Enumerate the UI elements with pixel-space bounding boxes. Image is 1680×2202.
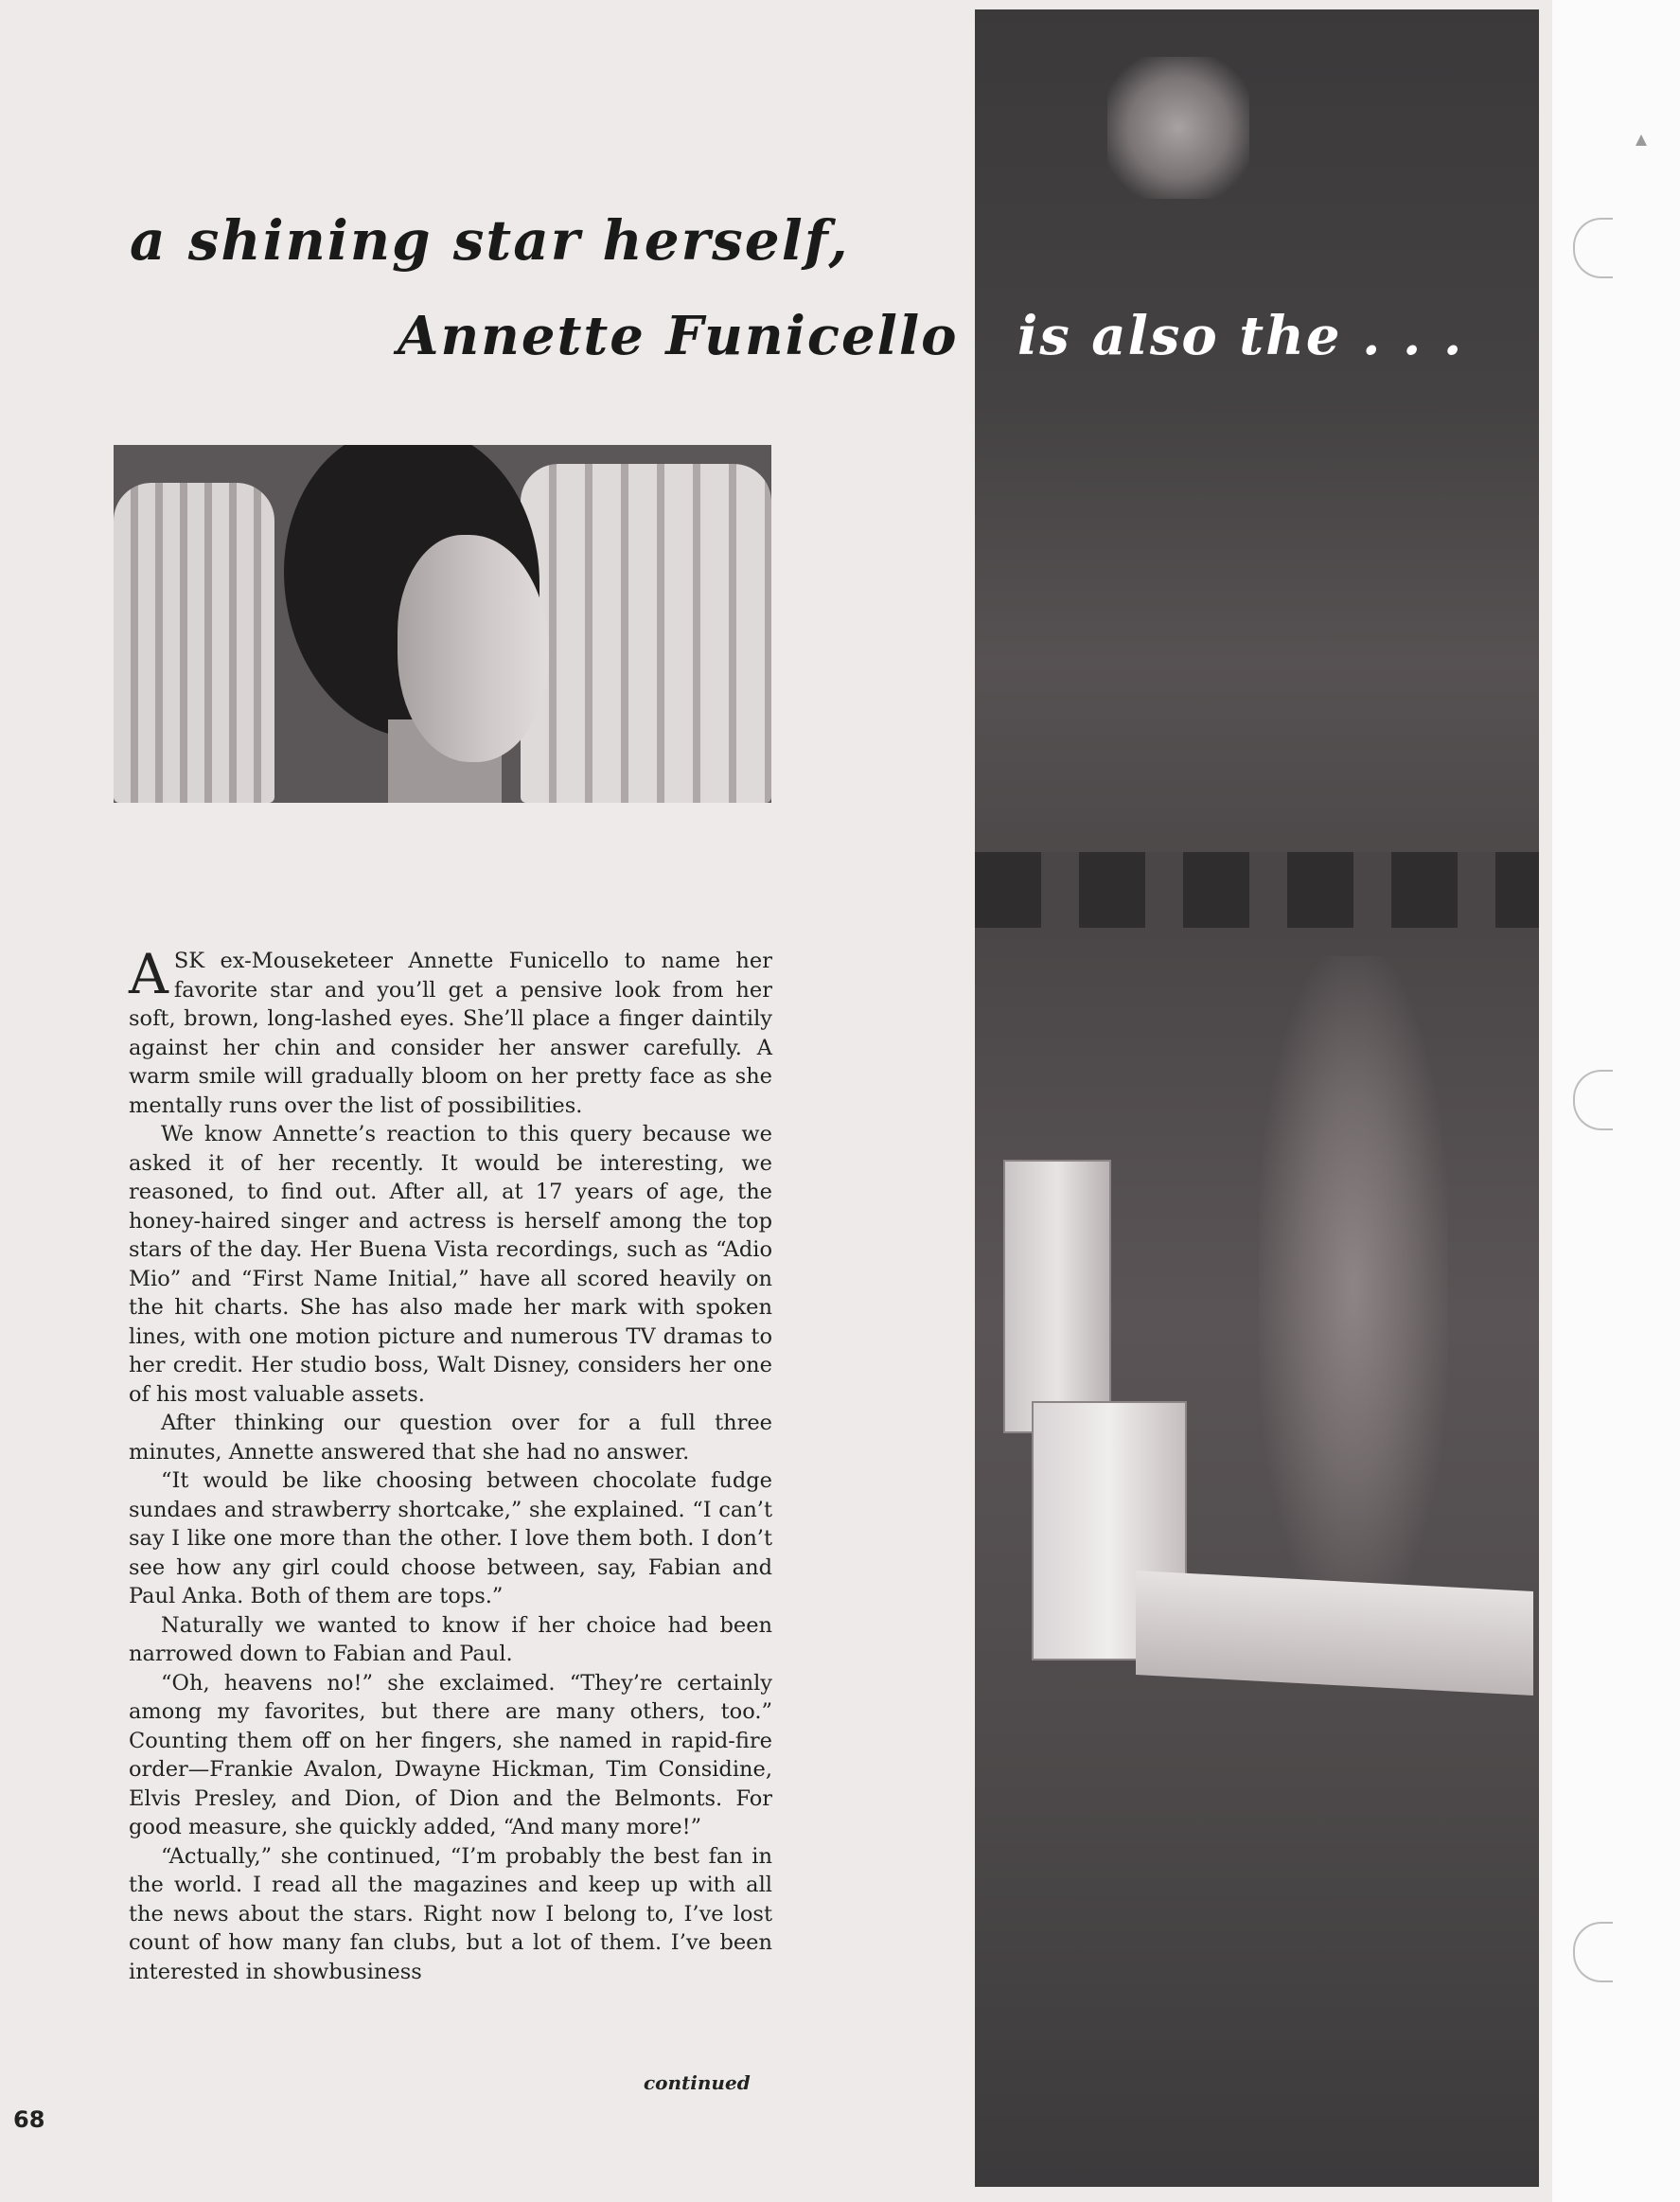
drop-cap: A [129,942,168,1006]
portrait-chair-right [521,464,771,803]
photo-pillar [1003,1160,1111,1433]
article-paragraph: After thinking our question over for a full three minutes, Annette answered that she had no answer. [129,1411,772,1465]
binder-edge-mark [1636,134,1647,146]
photo-highlight [1107,57,1249,199]
article-paragraph: “It would be like choosing between chocolate fudge sundaes and strawberry shortcake,” she explained. “I can’t say I like one more than the other. I love them both. I don’t see how any girl could choose between, say, Fabian and Paul Anka. Both of them are tops.” [129,1468,772,1608]
photo-wall-texture [1259,956,1448,1619]
headline-overlay: is also the . . . [1017,305,1464,367]
article-paragraph-text: SK ex-Mouseketeer Annette Funicello to name her favorite star and you’ll get a pensive look from her soft, brown, long-lashed eyes. She’ll place a finger daintily against her chin and consider her answer carefully. A warm smile will gradually bloom on her pretty face as she mentally runs over the list of possibilities. [129,949,772,1118]
article-paragraph [129,942,772,1120]
article-paragraph: “Oh, heavens no!” she exclaimed. “They’re certainly among my favorites, but there are many others, too.” Counting them off on her fingers, she named in rapid-fire order—Frankie Avalon, Dwayne Hickman, Tim Considine, Elvis Presley, and Dion, of Dion and the Belmonts. For good measure, she quickly added, “And many more!” [129,1670,772,1839]
binder-hole [1573,218,1613,278]
headline-line-2: Annette Funicello [398,305,959,367]
binder-hole [1573,1922,1613,1982]
binder-hole [1573,1070,1613,1130]
article-body [129,942,772,1986]
photo-stone-slab [1136,1571,1533,1696]
portrait-chair-left [114,483,274,803]
article-paragraph: “Actually,” she continued, “I’m probably the best fan in the world. I read all the magazines and keep up with all the news about the stars. Right now I belong to, I’ve lost count of how many fan clubs, but a lot of them. I’ve been interested in showbusiness [129,1843,772,1984]
article-paragraph: We know Annette’s reaction to this query because we asked it of her recently. It would be interesting, we reasoned, to find out. After all, at 17 years of age, the honey-haired singer and actress is herself among the top stars of the day. Her Buena Vista recordings, such as “Adio Mio” and “First Name Initial,” have all scored heavily on the hit charts. She has also made her mark with spoken lines, with one motion picture and numerous TV dramas to her credit. Her studio boss, Walt Disney, considers her one of his most valuable assets. [129,1122,772,1407]
continued-label: continued [644,2071,751,2094]
photo-wall-ledge [975,852,1539,928]
headline-line-1: a shining star herself, [130,208,850,273]
page-number: 68 [13,2106,45,2133]
portrait-photo [114,445,771,803]
article-paragraph: Naturally we wanted to know if her choice had been narrowed down to Fabian and Paul. [129,1612,772,1666]
